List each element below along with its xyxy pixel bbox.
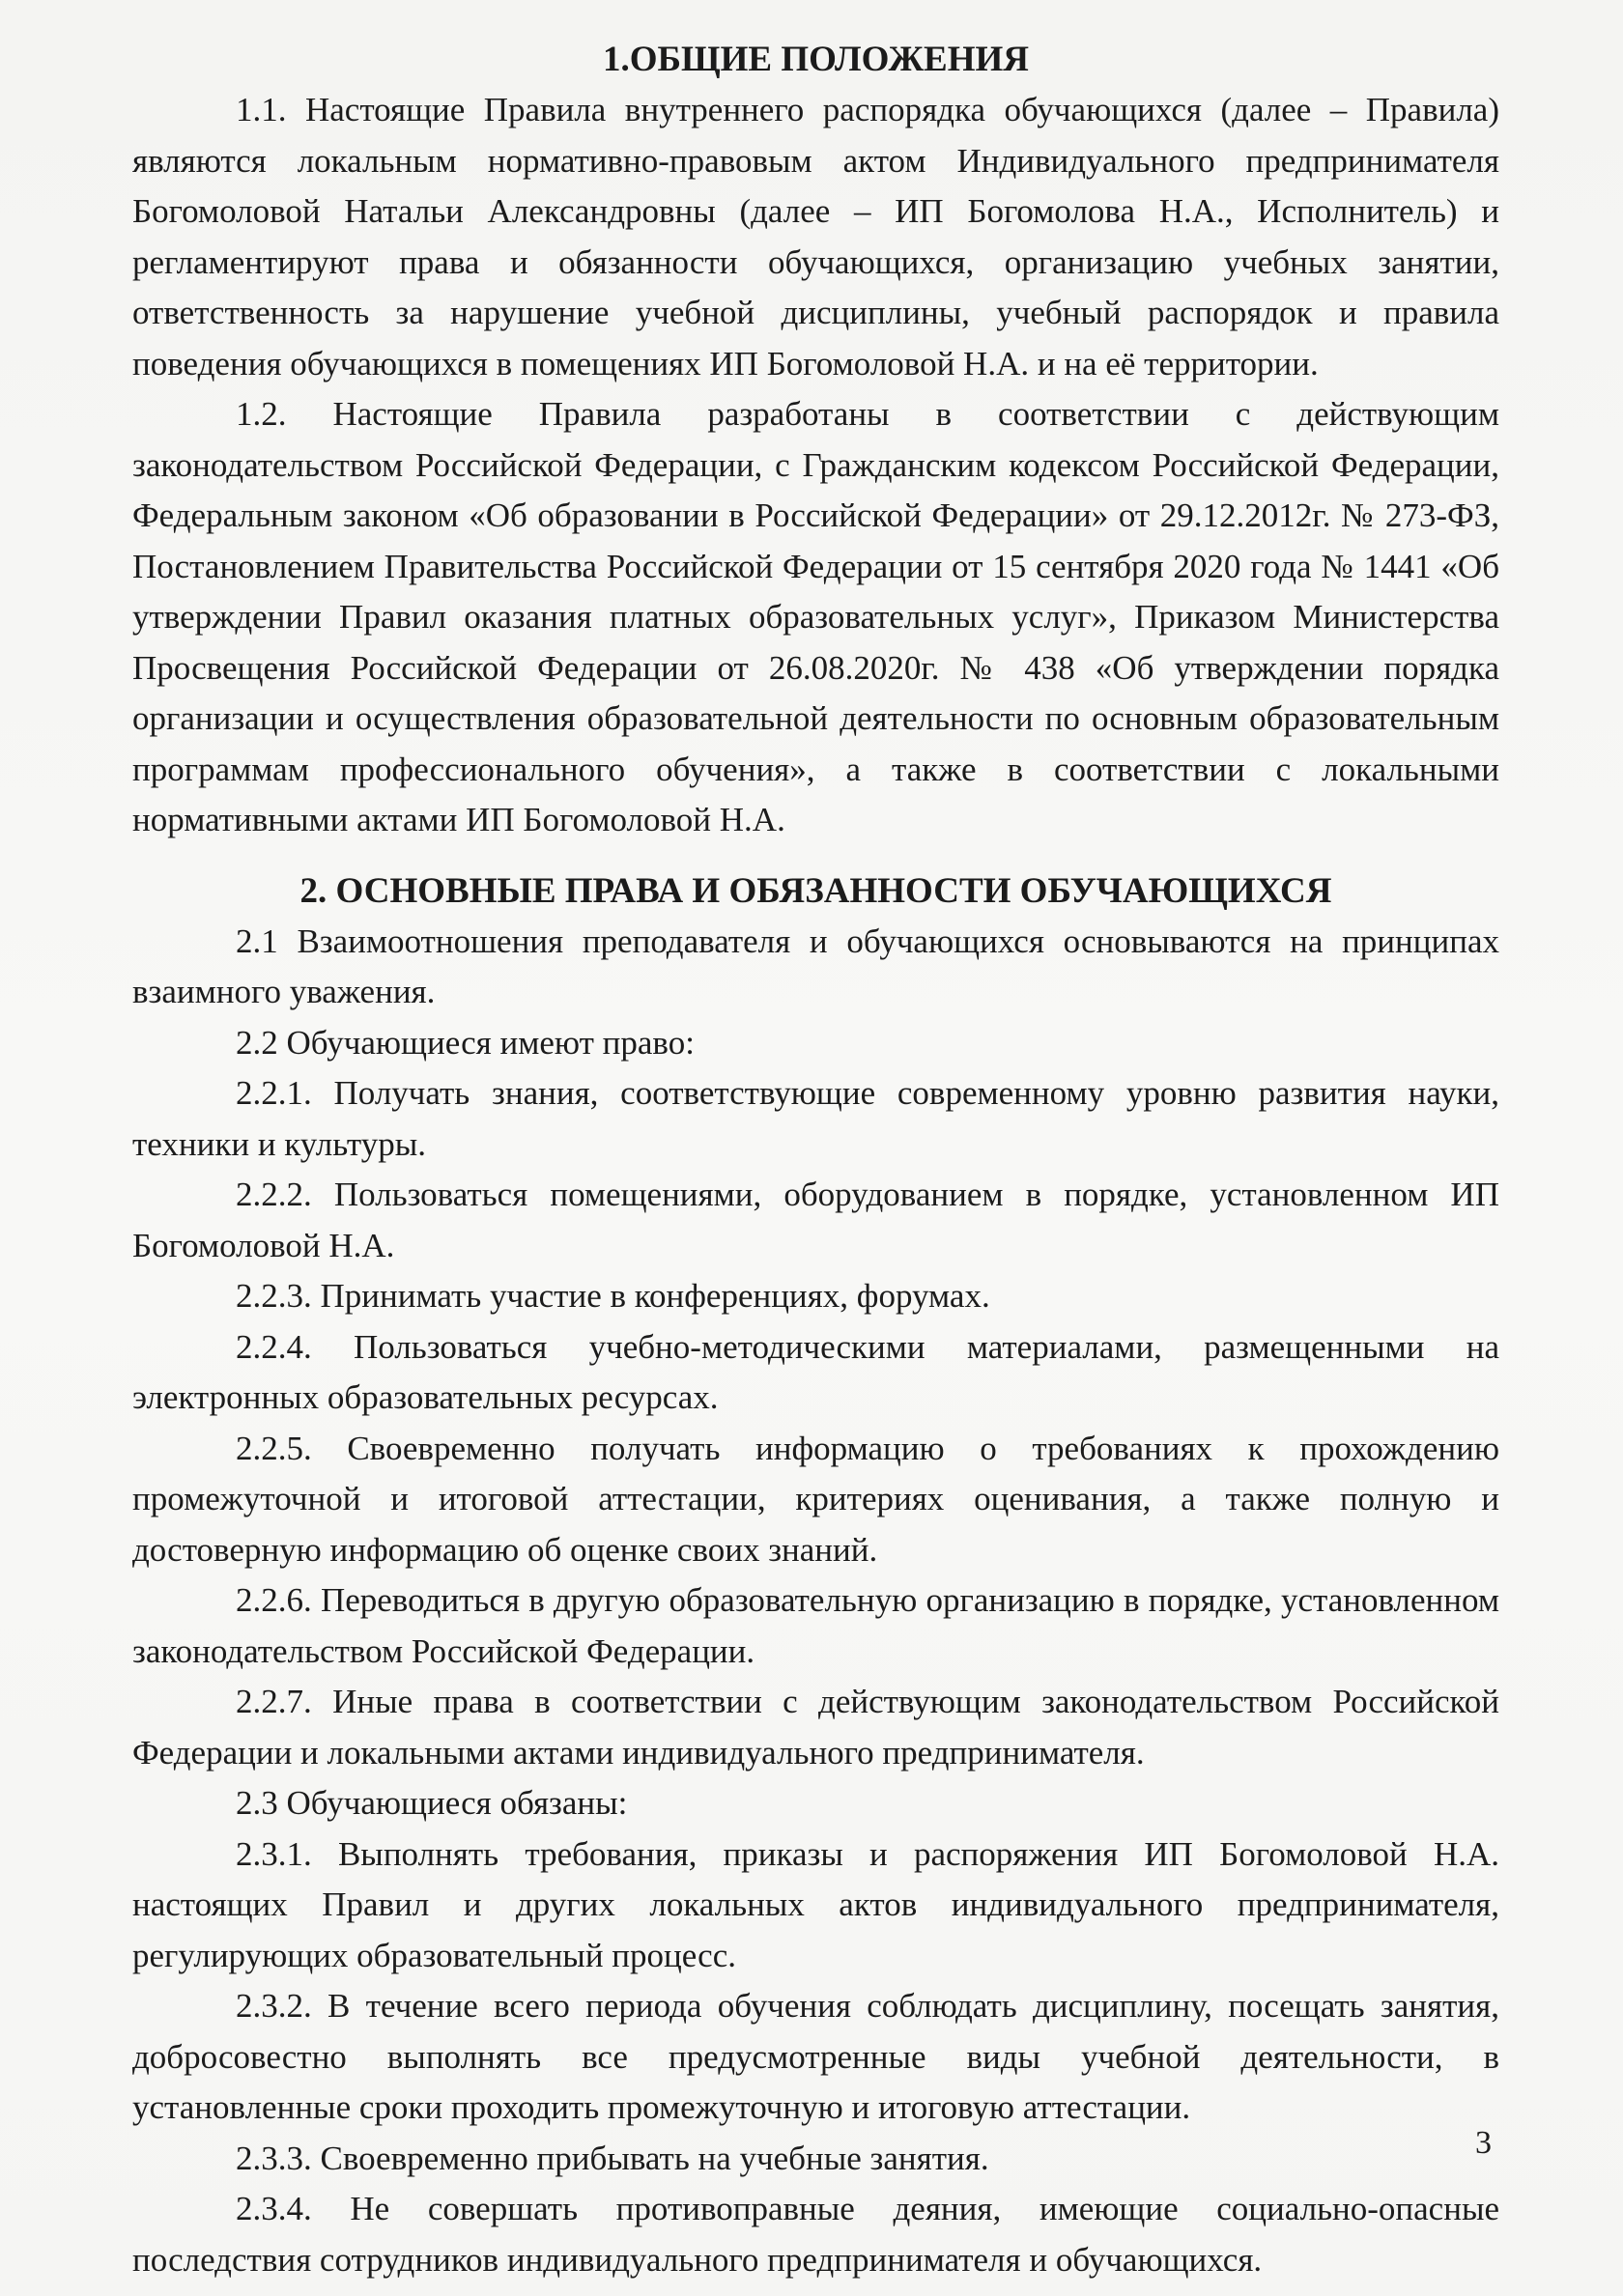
section-2-title: 2. ОСНОВНЫЕ ПРАВА И ОБЯЗАННОСТИ ОБУЧАЮЩИХСЯ: [299, 870, 1332, 911]
paragraph-2-3-2: 2.3.2. В течение всего периода обучения соблюдать дисциплину, посещать занятия, добросовестно выполнять все предусмотренные виды учебной деятельности, в установленные сроки проходить промежуточную и итоговую аттестации.: [132, 1987, 1499, 2126]
paragraph-2-2-1: 2.2.1. Получать знания, соответствующие современному уровню развития науки, техники и культуры.: [132, 1074, 1499, 1163]
paragraph-1-2: 1.2. Настоящие Правила разработаны в соответствии с действующим законодательством Российской Федерации, с Гражданским кодексом Российской Федерации, Федеральным законом «Об образовании в Российской Федерации» от 29.12.2012г. № 273-ФЗ, Постановлением Правительства Российской Федерации от 15 сентября 2020 года № 1441 «Об утверждении Правил оказания платных образовательных услуг», Приказом Министерства Просвещения Российской Федерации от 26.08.2020г. № 438 «Об утверждении порядка организации и осуществления образовательной деятельности по основным образовательным программам профессионального обучения», а также в соответствии с локальными нормативными актами ИП Богомоловой Н.А.: [132, 395, 1499, 838]
paragraph-2-3-3: 2.3.3. Своевременно прибывать на учебные занятия.: [236, 2139, 989, 2177]
section-1-title: 1.ОБЩИЕ ПОЛОЖЕНИЯ: [602, 40, 1030, 79]
paragraph-2-2-5: 2.2.5. Своевременно получать информацию о требованиях к прохождению промежуточной и итоговой аттестации, критериях оценивания, а также полную и достоверную информацию об оценке своих знаний.: [132, 1429, 1499, 1569]
paragraph-2-2-3: 2.2.3. Принимать участие в конференциях, форумах.: [236, 1277, 990, 1315]
paragraph-2-1: 2.1 Взаимоотношения преподавателя и обучающихся основываются на принципах взаимного уважения.: [132, 921, 1499, 1010]
paragraph-1-1: 1.1. Настоящие Правила внутреннего распорядка обучающихся (далее – Правила) являются локальным нормативно-правовым актом Индивидуального предпринимателя Богомоловой Натальи Александровны (далее – ИП Богомолова Н.А., Исполнитель) и регламентируют права и обязанности обучающихся, организацию учебных занятии, ответственность за нарушение учебной дисциплины, учебный распорядок и правила поведения обучающихся в помещениях ИП Богомоловой Н.А. и на её территории.: [132, 91, 1499, 383]
paragraph-2-2-4: 2.2.4. Пользоваться учебно-методическими материалами, размещенными на электронных образовательных ресурсах.: [132, 1327, 1499, 1416]
paragraph-2-2: 2.2 Обучающиеся имеют право:: [236, 1023, 695, 1062]
paragraph-2-3: 2.3 Обучающиеся обязаны:: [236, 1784, 628, 1822]
page-number: 3: [1475, 2125, 1492, 2161]
paragraph-2-3-4: 2.3.4. Не совершать противоправные деяния, имеющие социально-опасные последствия сотрудников индивидуального предпринимателя и обучающихся.: [132, 2190, 1499, 2279]
paragraph-2-2-2: 2.2.2. Пользоваться помещениями, оборудованием в порядке, установленном ИП Богомоловой Н.А.: [132, 1176, 1499, 1264]
paragraph-2-2-6: 2.2.6. Переводиться в другую образовательную организацию в порядке, установленном законодательством Российской Федерации.: [132, 1581, 1499, 1670]
paragraph-2-2-7: 2.2.7. Иные права в соответствии с действующим законодательством Российской Федерации и локальными актами индивидуального предпринимателя.: [132, 1683, 1499, 1772]
document-body: [132, 35, 1499, 2285]
paragraph-2-3-1: 2.3.1. Выполнять требования, приказы и распоряжения ИП Богомоловой Н.А. настоящих Правил и других локальных актов индивидуального предпринимателя, регулирующих образовательный процесс.: [132, 1834, 1499, 1974]
